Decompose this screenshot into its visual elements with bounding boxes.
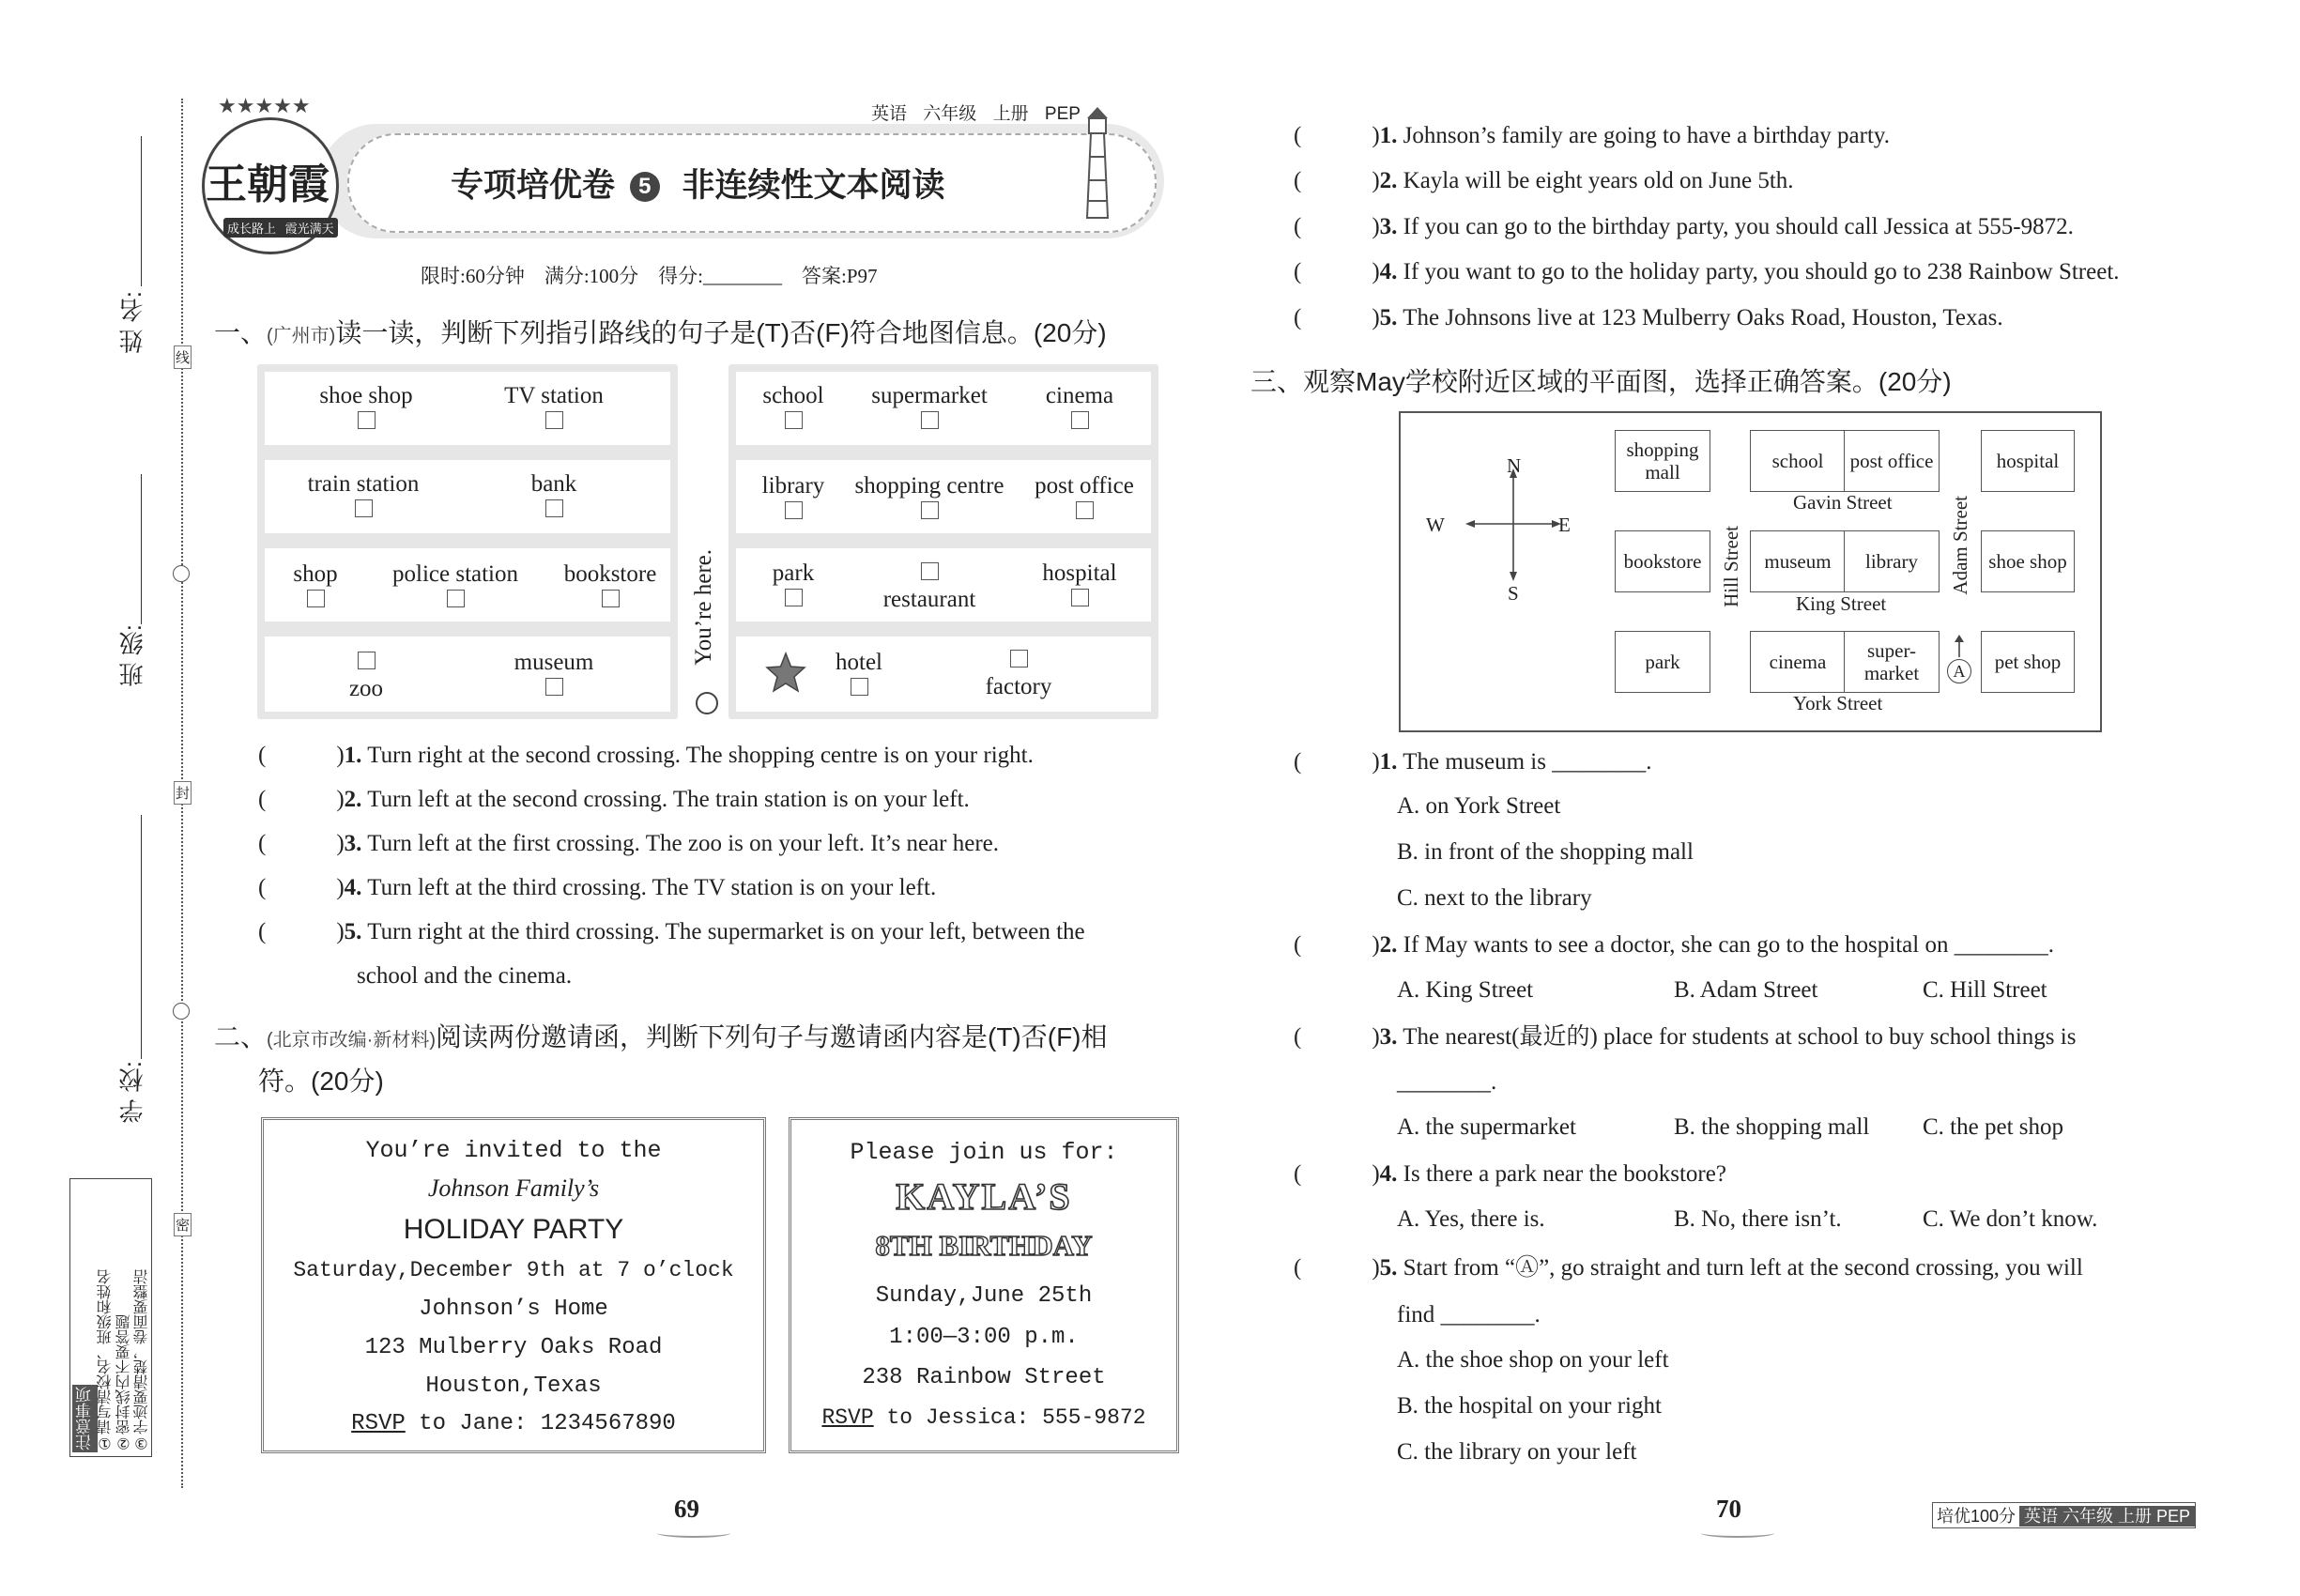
question-text: Start from “Ⓐ”, go straight and turn left at the second crossing, you will — [1403, 1255, 2083, 1281]
question — [1294, 213, 2074, 241]
map-gavin-street: Gavin Street — [1793, 491, 1893, 514]
map-hospital: hospital — [1981, 430, 2075, 492]
map-bookstore: bookstore — [1615, 530, 1710, 592]
question-text: Turn right at the second crossing. The shopping centre is on your right. — [367, 743, 1034, 768]
question-number: 2. — [344, 787, 362, 812]
place-restaurant — [864, 560, 995, 613]
place-hotel — [807, 650, 911, 702]
note-2: ②密封线内不要答题 — [116, 1314, 132, 1452]
question-number: 4. — [344, 875, 362, 900]
question-number: 2. — [1379, 168, 1398, 193]
option-a[interactable]: A. the supermarket — [1397, 1114, 1576, 1140]
option-a[interactable]: A. the shoe shop on your left — [1397, 1347, 1669, 1373]
checkbox[interactable] — [785, 589, 803, 606]
question-text: If you want to go to the holiday party, you should go to 238 Rainbow Street. — [1403, 259, 2120, 284]
section-1-instruction: 读一读，判断下列指引路线的句子是(T)否(F)符合地图信息。(20分) — [335, 318, 1107, 347]
map-museum: museum — [1750, 530, 1846, 592]
invite-line: You’re invited to the — [365, 1137, 662, 1164]
invite-line: HOLIDAY PARTY — [403, 1214, 624, 1245]
answer-blank[interactable]: ( ) — [258, 919, 345, 944]
school-label: 学 校: — [118, 1061, 146, 1124]
question-text: Johnson’s family are going to have a birthday party. — [1403, 123, 1891, 148]
answer-blank[interactable]: ( ) — [258, 787, 345, 812]
map-school: school — [1750, 430, 1846, 492]
answer-blank[interactable]: ( ) — [1294, 1255, 1380, 1281]
checkbox[interactable] — [785, 411, 803, 429]
series-badge-rest: 英语 六年级 上册 PEP — [2019, 1506, 2195, 1527]
question — [258, 874, 936, 902]
invite-line: 238 Rainbow Street — [862, 1365, 1106, 1390]
notes-title: 注意事项 — [72, 1385, 98, 1452]
title-main: 非连续性文本阅读 — [682, 167, 945, 204]
option-c[interactable]: C. the library on your left — [1397, 1439, 1637, 1465]
map-supermarket: super- market — [1844, 631, 1940, 693]
question-text: Turn right at the third crossing. The supermarket is on your left, between the — [367, 919, 1085, 944]
section-1-heading — [214, 313, 1107, 350]
place-label: museum — [514, 650, 594, 675]
question-number: 5. — [344, 919, 362, 944]
page-number-left: 69 — [674, 1495, 699, 1523]
option-c[interactable]: C. next to the library — [1397, 885, 1592, 911]
answer-blank[interactable]: ( ) — [1294, 259, 1380, 284]
question — [1294, 1160, 1726, 1189]
question-text: The museum is ________. — [1403, 749, 1652, 775]
invite-rsvp-line — [791, 1405, 1176, 1430]
question — [1294, 122, 1890, 150]
checkbox[interactable] — [307, 590, 325, 607]
margin-circle-2 — [173, 1003, 190, 1020]
margin-mark-3: 密 — [174, 1213, 192, 1236]
question-text: Turn left at the second crossing. The train station is on your left. — [367, 787, 970, 812]
place-shop — [268, 561, 362, 614]
section-2-instruction: 阅读两份邀请函，判断下列句子与邀请函内容是(T)否(F)相 — [436, 1022, 1108, 1051]
checkbox[interactable] — [851, 678, 868, 696]
option-c[interactable]: C. the pet shop — [1923, 1114, 2063, 1140]
question-number: 3. — [1379, 214, 1398, 239]
place-label: cinema — [1045, 383, 1114, 408]
question-text: Kayla will be eight years old on June 5th. — [1403, 168, 1794, 193]
answer-blank[interactable]: ( ) — [258, 743, 345, 768]
series-badge — [1932, 1502, 2196, 1528]
place-tv-station — [488, 383, 620, 436]
star-icon — [765, 652, 806, 693]
checkbox[interactable] — [545, 678, 563, 696]
rsvp-label: RSVP — [821, 1405, 874, 1430]
question-number: 3. — [1379, 1024, 1398, 1050]
answer-blank[interactable]: ( ) — [1294, 1161, 1380, 1187]
place-label: factory — [985, 674, 1052, 699]
checkbox[interactable] — [355, 499, 373, 517]
map-hill-street: Hill Street — [1720, 526, 1742, 607]
place-train-station — [288, 471, 438, 524]
place-label: park — [772, 560, 815, 586]
place-label: hospital — [1042, 560, 1117, 586]
compass-s: S — [1508, 582, 1519, 605]
question-number: 1. — [1379, 123, 1398, 148]
name-label: 姓 名: — [118, 291, 146, 354]
map-cinema: cinema — [1750, 631, 1846, 693]
place-label: police station — [392, 561, 518, 587]
place-hospital — [1023, 560, 1136, 613]
answer-blank[interactable]: ( ) — [1294, 305, 1380, 330]
place-label: school — [762, 383, 824, 408]
place-bookstore — [549, 561, 671, 614]
invite-line: 123 Mulberry Oaks Road — [364, 1335, 663, 1360]
logo-motto — [223, 218, 338, 238]
school-line — [141, 815, 142, 1059]
option-a[interactable]: A. King Street — [1397, 977, 1534, 1003]
invite-line: 1:00—3:00 p.m. — [889, 1325, 1079, 1350]
option-a[interactable]: A. Yes, there is. — [1397, 1206, 1545, 1232]
compass-n: N — [1507, 454, 1522, 477]
place-label: shop — [293, 561, 338, 587]
checkbox[interactable] — [358, 411, 376, 429]
option-c[interactable]: C. We don’t know. — [1923, 1206, 2098, 1232]
map-york-street: York Street — [1793, 692, 1883, 714]
place-bank — [488, 471, 620, 524]
class-line — [141, 474, 142, 624]
logo-motto-left: 成长路上 — [227, 222, 277, 236]
question-text: Is there a park near the bookstore? — [1403, 1161, 1726, 1187]
question — [1294, 167, 1794, 195]
subject-tags — [871, 100, 1081, 125]
notes-box — [69, 1178, 152, 1457]
question-text: The nearest(最近的) place for students at school to buy school things is — [1403, 1024, 2077, 1050]
place-supermarket — [854, 383, 1004, 436]
question-continuation: school and the cinema. — [357, 963, 573, 989]
place-label: zoo — [348, 676, 384, 701]
map-library: library — [1844, 530, 1940, 592]
margin-circle-1 — [173, 565, 190, 582]
question-text: Turn left at the first crossing. The zoo is on your left. It’s near here. — [367, 831, 999, 856]
answer-blank[interactable]: ( ) — [258, 831, 345, 856]
place-label: library — [761, 473, 825, 499]
compass-w: W — [1426, 514, 1445, 536]
answer-blank[interactable]: ( ) — [1294, 214, 1380, 239]
checkbox[interactable] — [1071, 411, 1089, 429]
invitation-birthday — [789, 1117, 1179, 1453]
section-2-instruction-cont: 符。(20分) — [258, 1067, 384, 1096]
map-adam-street: Adam Street — [1949, 496, 1971, 595]
section-2-number: 二、 — [214, 1022, 268, 1051]
page-number-right: 70 — [1716, 1495, 1741, 1523]
section-1-source: (广州市) — [267, 326, 336, 346]
question-number: 5. — [1379, 305, 1398, 330]
rsvp-contact: to Jane: 1234567890 — [405, 1411, 676, 1436]
area-map — [1399, 411, 2102, 732]
place-label: restaurant — [882, 587, 976, 612]
invitation-holiday — [261, 1117, 766, 1453]
margin-mark-2: 封 — [174, 781, 192, 805]
option-b[interactable]: B. Adam Street — [1674, 977, 1818, 1003]
invite-line: Johnson’s Home — [419, 1297, 608, 1322]
map-marker-a: A — [1947, 659, 1971, 683]
invite-line: KAYLA’S — [896, 1175, 1072, 1218]
place-label: post office — [1035, 473, 1134, 499]
place-label: bookstore — [563, 561, 657, 587]
invite-line: 8TH BIRTHDAY — [875, 1229, 1093, 1262]
question-text: Turn left at the third crossing. The TV station is on your left. — [367, 875, 937, 900]
question-number: 4. — [1379, 1161, 1398, 1187]
checkbox[interactable] — [545, 499, 563, 517]
series-badge-dark: 培优100分 — [1937, 1507, 2016, 1526]
question — [258, 918, 1085, 946]
question — [1294, 748, 1651, 776]
map-shoe-shop: shoe shop — [1981, 530, 2075, 592]
class-label: 班 级: — [118, 624, 146, 687]
question-number: 1. — [344, 743, 362, 768]
checkbox[interactable] — [602, 590, 620, 607]
question — [1294, 1023, 2076, 1051]
question — [258, 786, 970, 814]
question-number: 3. — [344, 831, 362, 856]
edition-tag: PEP — [1044, 104, 1081, 124]
page-swoosh-left — [657, 1528, 730, 1538]
rsvp-label: RSVP — [351, 1411, 406, 1436]
place-label: shopping centre — [854, 473, 1004, 499]
invite-line: Please join us for: — [850, 1139, 1118, 1166]
section-2-source: (北京市改编·新材料) — [267, 1030, 436, 1051]
checkbox[interactable] — [447, 590, 465, 607]
question-number: 5. — [1379, 1255, 1398, 1281]
subject-tag: 英语 — [871, 104, 908, 124]
place-label: shoe shop — [319, 383, 413, 408]
title-number-badge: 5 — [630, 172, 660, 202]
question-number: 4. — [1379, 259, 1398, 284]
checkbox[interactable] — [545, 411, 563, 429]
invite-line: Johnson Family’s — [427, 1174, 600, 1202]
question-continuation: find ________. — [1397, 1302, 1541, 1327]
option-c[interactable]: C. Hill Street — [1923, 977, 2047, 1003]
question-text: If you can go to the birthday party, you should call Jessica at 555-9872. — [1403, 214, 2074, 239]
place-police-station — [376, 561, 535, 614]
map-arrow-icon — [1953, 635, 1966, 657]
title-prefix: 专项培优卷 — [451, 167, 616, 204]
question — [1294, 931, 2054, 959]
you-are-here-label: You’re here. — [691, 549, 716, 666]
map-king-street: King Street — [1796, 592, 1887, 615]
name-line — [141, 136, 142, 286]
map-park: park — [1615, 631, 1710, 693]
question-continuation: ________. — [1397, 1069, 1497, 1095]
place-school — [742, 383, 845, 436]
place-shopping-centre — [845, 473, 1014, 526]
place-library — [742, 473, 845, 526]
map-pet-shop: pet shop — [1981, 631, 2075, 693]
section-3-instruction: 观察May学校附近区域的平面图，选择正确答案。(20分) — [1303, 367, 1952, 396]
checkbox[interactable] — [1071, 589, 1089, 606]
place-cinema — [1023, 383, 1136, 436]
note-1: ①请写清校名、班级和姓名 — [98, 1269, 114, 1452]
checkbox[interactable] — [921, 562, 939, 580]
answer-blank[interactable]: ( ) — [1294, 1024, 1380, 1050]
logo-stars — [218, 94, 311, 118]
option-a[interactable]: A. on York Street — [1397, 793, 1561, 819]
question — [258, 742, 1034, 770]
paper-title — [451, 160, 945, 207]
option-b[interactable]: B. in front of the shopping mall — [1397, 839, 1694, 865]
question — [258, 830, 999, 858]
option-b[interactable]: B. the hospital on your right — [1397, 1393, 1662, 1419]
answer-blank[interactable]: ( ) — [1294, 932, 1380, 958]
question-text: The Johnsons live at 123 Mulberry Oaks Road, Houston, Texas. — [1403, 305, 2003, 330]
invite-rsvp-line — [264, 1411, 763, 1436]
answer-blank[interactable]: ( ) — [258, 875, 345, 900]
option-b[interactable]: B. the shopping mall — [1674, 1114, 1870, 1140]
answer-blank[interactable]: ( ) — [1294, 123, 1380, 148]
logo-text: 王朝霞 — [206, 161, 330, 208]
place-museum — [498, 650, 610, 702]
section-3-number: 三、 — [1250, 367, 1304, 396]
logo-motto-right: 霞光满天 — [284, 222, 334, 236]
page-swoosh-right — [1701, 1528, 1774, 1538]
checkbox[interactable] — [921, 501, 939, 519]
question — [1294, 304, 2003, 332]
invite-line: Houston,Texas — [425, 1373, 602, 1399]
checkbox[interactable] — [1076, 501, 1094, 519]
answer-blank[interactable]: ( ) — [1294, 168, 1380, 193]
option-b[interactable]: B. No, there isn’t. — [1674, 1206, 1842, 1232]
section-1-number: 一、 — [214, 318, 268, 347]
checkbox[interactable] — [785, 501, 803, 519]
place-label: hotel — [836, 650, 882, 675]
map-shopping-mall: shopping mall — [1615, 430, 1710, 492]
invite-line: Saturday,December 9th at 7 o’clock — [293, 1258, 734, 1282]
question-number: 1. — [1379, 749, 1398, 775]
note-3: ③字迹要清楚，卷面要整洁 — [134, 1269, 150, 1452]
invite-line: Sunday,June 25th — [875, 1283, 1093, 1309]
place-park — [742, 560, 845, 613]
section-2-heading — [214, 1017, 1108, 1054]
map-post-office: post office — [1844, 430, 1940, 492]
you-are-here-circle — [696, 692, 718, 714]
grade-tag: 六年级 — [923, 104, 977, 124]
place-label: TV station — [504, 383, 604, 408]
star-icon: ★★★★★ — [218, 94, 311, 117]
question — [1294, 1254, 2083, 1282]
place-label: bank — [530, 471, 577, 497]
lighthouse-icon — [1080, 105, 1115, 223]
question — [1294, 258, 2120, 286]
rsvp-contact: to Jessica: 555-9872 — [873, 1405, 1146, 1430]
paper-meta: 限时:60分钟 满分:100分 得分:________ 答案:P97 — [421, 265, 878, 287]
place-label: train station — [307, 471, 420, 497]
checkbox[interactable] — [358, 652, 376, 669]
section-3-heading — [1250, 361, 1952, 399]
margin-mark-1: 线 — [174, 345, 192, 369]
place-label: supermarket — [871, 383, 988, 408]
place-shoe-shop — [300, 383, 432, 436]
place-post-office — [1019, 473, 1150, 526]
checkbox[interactable] — [921, 411, 939, 429]
place-factory — [962, 648, 1075, 700]
place-zoo — [319, 650, 413, 702]
question-number: 2. — [1379, 932, 1398, 958]
compass-e: E — [1558, 514, 1571, 536]
question-text: If May wants to see a doctor, she can go to the hospital on ________. — [1403, 932, 2054, 958]
checkbox[interactable] — [1010, 650, 1028, 668]
answer-blank[interactable]: ( ) — [1294, 749, 1380, 775]
term-tag: 上册 — [992, 104, 1029, 124]
